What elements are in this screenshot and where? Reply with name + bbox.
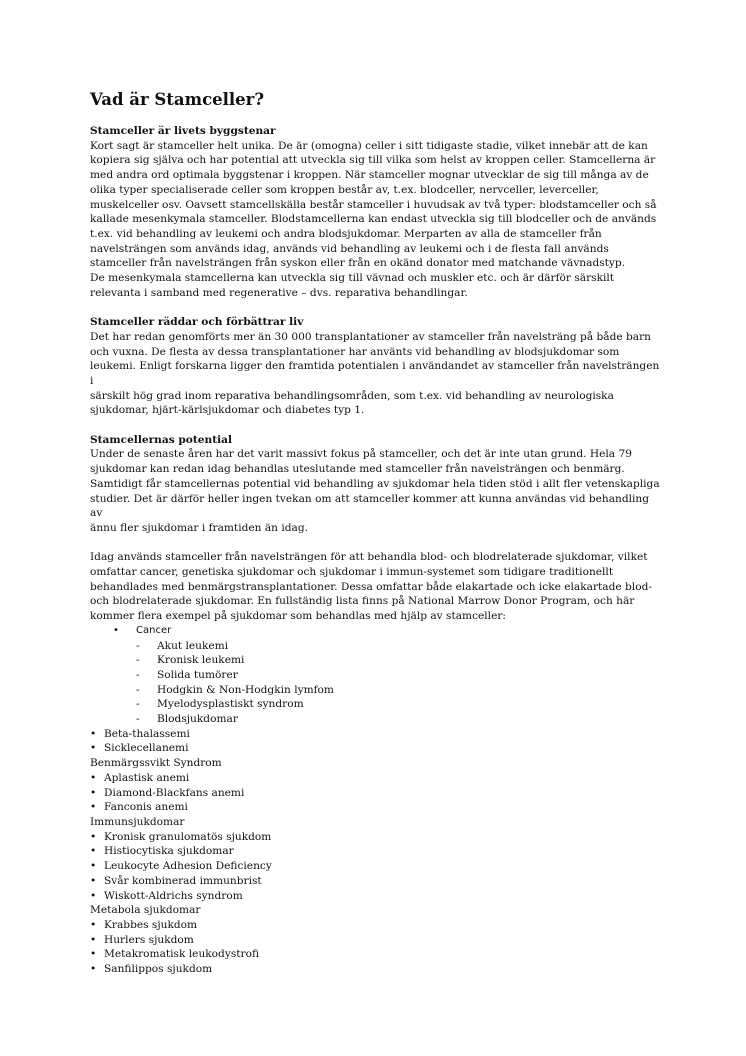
list-item: • Leukocyte Adhesion Deficiency xyxy=(90,859,662,874)
cancer-list xyxy=(90,624,662,639)
text-line: kommer flera exempel på sjukdomar som behandlas med hjälp av stamceller: xyxy=(90,610,506,623)
text-line: studier. Det är därför heller ingen tvekan om att stamceller kommer att kunna användas vid behandling av xyxy=(90,492,650,520)
bone-marrow-list xyxy=(90,771,662,815)
list-item: • Metakromatisk leukodystrofi xyxy=(90,947,662,962)
list-item: • Sicklecellanemi xyxy=(90,741,662,756)
text-line: stamceller från navelsträngen från syskon eller från en okänd donator med matchande vävnadstyp. xyxy=(90,257,626,270)
cancer-sublist xyxy=(90,639,662,727)
list-item: - Kronisk leukemi xyxy=(90,653,662,668)
text-line: muskelceller osv. Oavsett stamcellskälla består stamceller i huvudsak av två typer: blodstamceller och så xyxy=(90,198,657,211)
section-paragraph xyxy=(90,139,662,301)
spacer xyxy=(90,300,662,315)
group-label: Immunsjukdomar xyxy=(90,816,185,828)
list-item: • Krabbes sjukdom xyxy=(90,918,662,933)
text-line: med andra ord optimala byggstenar i kroppen. När stamceller mognar utvecklar de sig till många av de xyxy=(90,169,649,182)
group-label: Benmärgssvikt Syndrom xyxy=(90,757,222,770)
list-item: • Kronisk granulomatös sjukdom xyxy=(90,830,662,845)
section-paragraph xyxy=(90,550,662,624)
text-line: Under de senaste åren har det varit massivt fokus på stamceller, och det är inte utan grund. Hela 79 xyxy=(90,448,632,461)
list-item: - Hodgkin & Non-Hodgkin lymfom xyxy=(90,683,662,698)
list-item: • Beta-thalassemi xyxy=(90,727,662,742)
section-heading: Stamceller är livets byggstenar xyxy=(90,125,276,137)
text-line: och vuxna. De flesta av dessa transplantationer har använts vid behandling av blodsjukdomar som xyxy=(90,345,620,358)
text-line: leukemi. Enligt forskarna ligger den framtida potentialen i användandet av stamceller från navelsträngen i xyxy=(90,360,660,387)
text-line: ännu fler sjukdomar i framtiden än idag. xyxy=(90,521,308,534)
list-item: • Hurlers sjukdom xyxy=(90,933,662,948)
list-item: • Aplastisk anemi xyxy=(90,771,662,786)
list-item: • Fanconis anemi xyxy=(90,800,662,815)
text-line: t.ex. vid behandling av leukemi och andra blodsjukdomar. Merparten av alla de stamceller från xyxy=(90,227,602,240)
metabolic-list xyxy=(90,918,662,977)
document-body xyxy=(90,124,662,977)
blood-disease-list xyxy=(90,727,662,756)
text-line: sjukdomar kan redan idag behandlas uteslutande med stamceller från navelsträngen och benmärg. xyxy=(90,463,625,476)
group-label: Metabola sjukdomar xyxy=(90,904,201,917)
section-heading: Stamcellernas potential xyxy=(90,433,233,446)
list-item: • Svår kombinerad immunbrist xyxy=(90,874,662,889)
list-item: • Histiocytiska sjukdomar xyxy=(90,844,662,859)
list-item: • Wiskott-Aldrichs syndrom xyxy=(90,889,662,904)
text-line: omfattar cancer, genetiska sjukdomar och sjukdomar i immun-systemet som tidigare traditionellt xyxy=(90,566,614,579)
text-line: sjukdomar, hjärt-kärlsjukdomar och diabetes typ 1. xyxy=(90,404,365,417)
page-title: Vad är Stamceller? xyxy=(90,90,265,109)
text-line: behandlades med benmärgstransplantationer. Dessa omfattar både elakartade och icke elakartade blod- xyxy=(90,580,652,593)
text-line: Det har redan genomförts mer än 30 000 transplantationer av stamceller från navelsträng på både barn xyxy=(90,330,651,343)
list-item: - Myelodysplastiskt syndrom xyxy=(90,697,662,712)
list-item: - Solida tumörer xyxy=(90,668,662,683)
list-item: - Akut leukemi xyxy=(90,639,662,654)
text-line: Idag används stamceller från navelsträngen för att behandla blod- och blodrelaterade sjukdomar, vilket xyxy=(90,551,648,564)
list-item-cancer: • Cancer xyxy=(90,624,662,639)
spacer xyxy=(90,536,662,551)
text-line: relevanta i samband med regenerative – dvs. reparativa behandlingar. xyxy=(90,286,468,299)
text-line: De mesenkymala stamcellerna kan utveckla sig till vävnad och muskler etc. och är därför särskilt xyxy=(90,272,615,285)
list-item: • Diamond-Blackfans anemi xyxy=(90,786,662,801)
text-line: kopiera sig själva och har potential att utveckla sig till vilka som helst av kroppen celler. Stamcellerna är xyxy=(90,154,656,167)
section-paragraph xyxy=(90,447,662,535)
section-paragraph xyxy=(90,330,662,418)
spacer xyxy=(90,418,662,433)
text-line: Kort sagt är stamceller helt unika. De är (omogna) celler i sitt tidigaste stadie, vilket innebär att de kan xyxy=(90,139,648,152)
text-line: och blodrelaterade sjukdomar. En fullständig lista finns på National Marrow Donor Program, och här xyxy=(90,595,635,608)
text-line: kallade mesenkymala stamceller. Blodstamcellerna kan endast utveckla sig till blodceller och de används xyxy=(90,213,657,226)
text-line: särskilt hög grad inom reparativa behandlingsområden, som t.ex. vid behandling av neurologiska xyxy=(90,389,614,402)
immune-list xyxy=(90,830,662,904)
text-line: navelsträngen som används idag, används vid behandling av leukemi och i de flesta fall används xyxy=(90,242,609,255)
text-line: olika typer specialiserade celler som kroppen består av, t.ex. blodceller, nervceller, leverceller, xyxy=(90,183,599,196)
text-line: Samtidigt får stamcellernas potential vid behandling av sjukdomar hela tiden stöd i allt fler vetenskapliga xyxy=(90,477,660,490)
list-item: - Blodsjukdomar xyxy=(90,712,662,727)
list-item: • Sanfilippos sjukdom xyxy=(90,962,662,977)
section-heading: Stamceller räddar och förbättrar liv xyxy=(90,316,304,329)
